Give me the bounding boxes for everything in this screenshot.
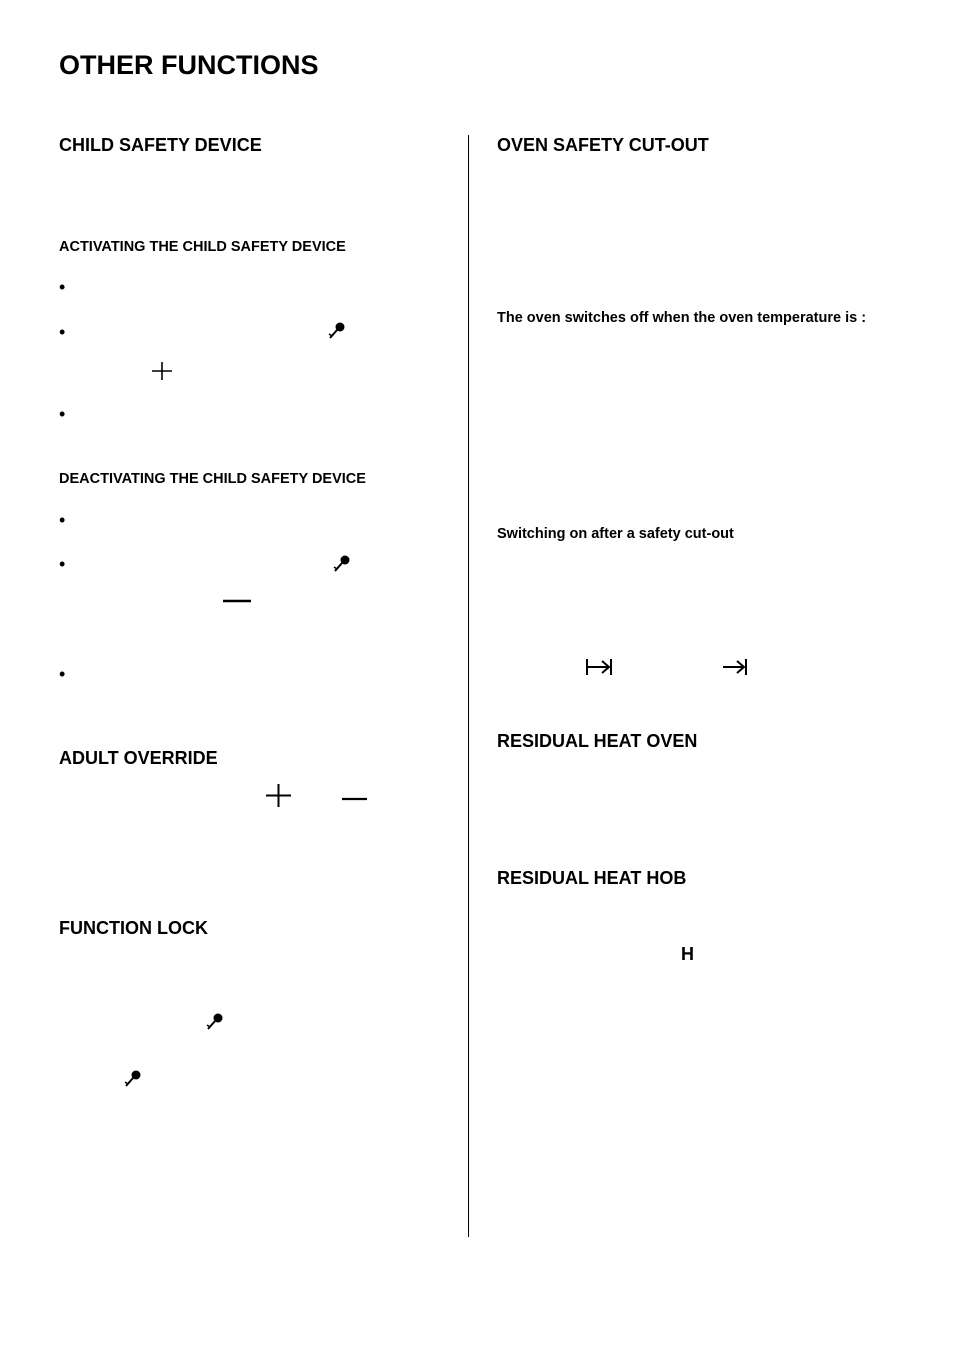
key-icon <box>123 1069 143 1091</box>
column-divider <box>468 135 469 1237</box>
bullet-3: • <box>59 404 66 424</box>
hob-indicator-letter: H <box>681 944 694 964</box>
switching-on-text: Switching on after a safety cut-out <box>497 526 734 542</box>
deactivating-heading: DEACTIVATING THE CHILD SAFETY DEVICE <box>59 471 366 487</box>
key-icon <box>205 1012 225 1034</box>
bullet-4: • <box>59 510 66 530</box>
bullet-5: • <box>59 554 66 574</box>
oven-cutout-heading: OVEN SAFETY CUT-OUT <box>497 135 709 155</box>
bullet-2: • <box>59 322 66 342</box>
oven-switches-off-text: The oven switches off when the oven temperature is : <box>497 310 867 326</box>
key-icon <box>327 321 347 343</box>
bullet-1: • <box>59 277 66 297</box>
residual-hob-heading: RESIDUAL HEAT HOB <box>497 868 687 888</box>
child-safety-heading: CHILD SAFETY DEVICE <box>59 135 262 155</box>
residual-oven-heading: RESIDUAL HEAT OVEN <box>497 731 698 751</box>
page-title: OTHER FUNCTIONS <box>59 50 319 80</box>
plus-icon <box>265 783 292 808</box>
plus-icon <box>151 361 173 381</box>
cooking-time-icon <box>585 657 613 677</box>
function-lock-heading: FUNCTION LOCK <box>59 918 208 938</box>
bullet-6: • <box>59 664 66 684</box>
key-icon <box>332 554 352 576</box>
minus-icon <box>341 793 368 805</box>
minus-icon <box>222 595 252 607</box>
end-time-icon <box>722 657 748 677</box>
adult-override-heading: ADULT OVERRIDE <box>59 748 218 768</box>
activating-heading: ACTIVATING THE CHILD SAFETY DEVICE <box>59 239 346 255</box>
